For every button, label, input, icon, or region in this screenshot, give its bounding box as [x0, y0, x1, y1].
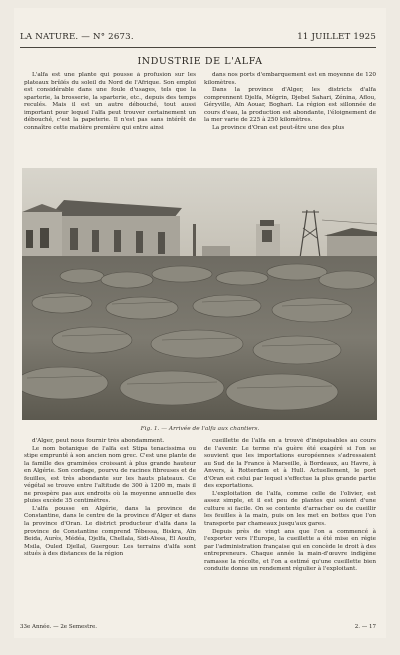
page-footer	[20, 624, 376, 634]
paragraph: L'alfa est une plante qui pousse à profusion sur les plateaux brûlés du soleil du Nord de l'Afrique. Son emploi est considérable dans une foule d'usages, tels que la sparterie, la brosserie, la sparterie, etc., depuis des temps reculés. Mais il est un autre débouché, tout aussi important pour lequel l'alfa peut trouver certainement un débouché, c'est la papeterie. Il n'est pas sans intérêt de connaître cette matière première qui entre ainsi	[24, 72, 196, 131]
paragraph: L'exploitation de l'alfa, comme celle de l'olivier, est assez simple, et il est peu de plantes qui soient d'une culture si facile. On se contente d'arracher ou de cueillir les feuilles à la main, puis on les met en bottes que l'on transporte par chameaux jusqu'aux gares.	[204, 490, 376, 528]
paragraph: dans nos ports d'embarquement est en moyenne de 120 kilomètres.	[204, 72, 376, 86]
paragraph: d'Alger, peut nous fournir très abondamment.	[32, 438, 165, 444]
top-right-column	[204, 72, 376, 160]
alfa-yard-photo	[22, 168, 377, 420]
paragraph: L'alfa pousse en Algérie, dans la province de Constantine, dans le centre de la province d'Alger et dans la province d'Oran. Le district producteur d'alfa dans la province de Constantine comprend Tébessa, Biskra, Aïn Beida, Aurès, Médéa, Djelfa, Chellala, Sidi-Aïssa, El Aouïn, Msila, Ouled Djellal, Guergour. Les terrains d'alfa sont situés à des distances de la région	[24, 505, 196, 558]
paragraph: Dans la province d'Alger, les districts d'alfa comprennent Djelfa, Mégrin, Djebel Sahari, Zénina, Aflou, Géryville, Aïn Aouar, Boghari. La région est sillonnée de cours d'eau, la production est abondante, l'éloignement de la mer varie de 225 à 250 kilomètres.	[204, 87, 376, 124]
article-photo	[22, 168, 377, 420]
figure-caption: Fig. 1. — Arrivée de l'alfa aux chantiers.	[140, 426, 260, 432]
top-left-column	[24, 72, 196, 160]
paragraph: Le nom botanique de l'alfa est Stipa tenacissima ou stipe emprunté à son ancien nom grec. C'est une plante de la famille des graminées croissant à plus grande hauteur en Algérie. Son cordage, pourvu de racines fibreuses et de feuilles, est très abondante sur les hauts plateaux. Ce végétal se trouve entre l'altitude de 300 à 1200 m, mais il ne prospère pas aux endroits où la moyenne annuelle des pluies excède 35 centimètres.	[24, 445, 196, 505]
bottom-left-column	[24, 438, 196, 614]
header-rule	[20, 47, 376, 48]
footer-volume: 33e Année. — 2e Semestre.	[20, 624, 97, 630]
article-title: INDUSTRIE DE L'ALFA	[137, 56, 263, 67]
paragraph: Depuis près de vingt ans que l'on a commencé à l'exporter vers l'Europe, la cueillette a été mise en régie par l'administration française qui en concède le droit à des entrepreneurs. Chaque année la main-d'œuvre indigène ramasse la récolte, et l'on a estimé qu'une cueillette bien conduite donne un rendement régulier à l'exploitant.	[204, 528, 376, 573]
paragraph: cueillette de l'alfa en a trouvé d'inépuisables au cours de l'avenir. Le terme n'a guère été exagéré si l'on se souvient que les importations européennes s'adressaient au Sud de la France à Marseille, à Bordeaux, au Havre, à Anvers, à Rotterdam et à Hull. Actuellement, le port d'Oran est celui par lequel s'effectue la plus grande partie des exportations.	[204, 438, 376, 490]
magazine-page	[14, 8, 386, 638]
bottom-right-column	[204, 438, 376, 614]
journal-name: LA NATURE. — N° 2673.	[20, 32, 134, 42]
paragraph: La province d'Oran est peut-être une des plus	[212, 124, 345, 131]
issue-date: 11 JUILLET 1925	[297, 32, 376, 42]
footer-page-number: 2. — 17	[354, 624, 376, 630]
page-header	[20, 32, 376, 46]
